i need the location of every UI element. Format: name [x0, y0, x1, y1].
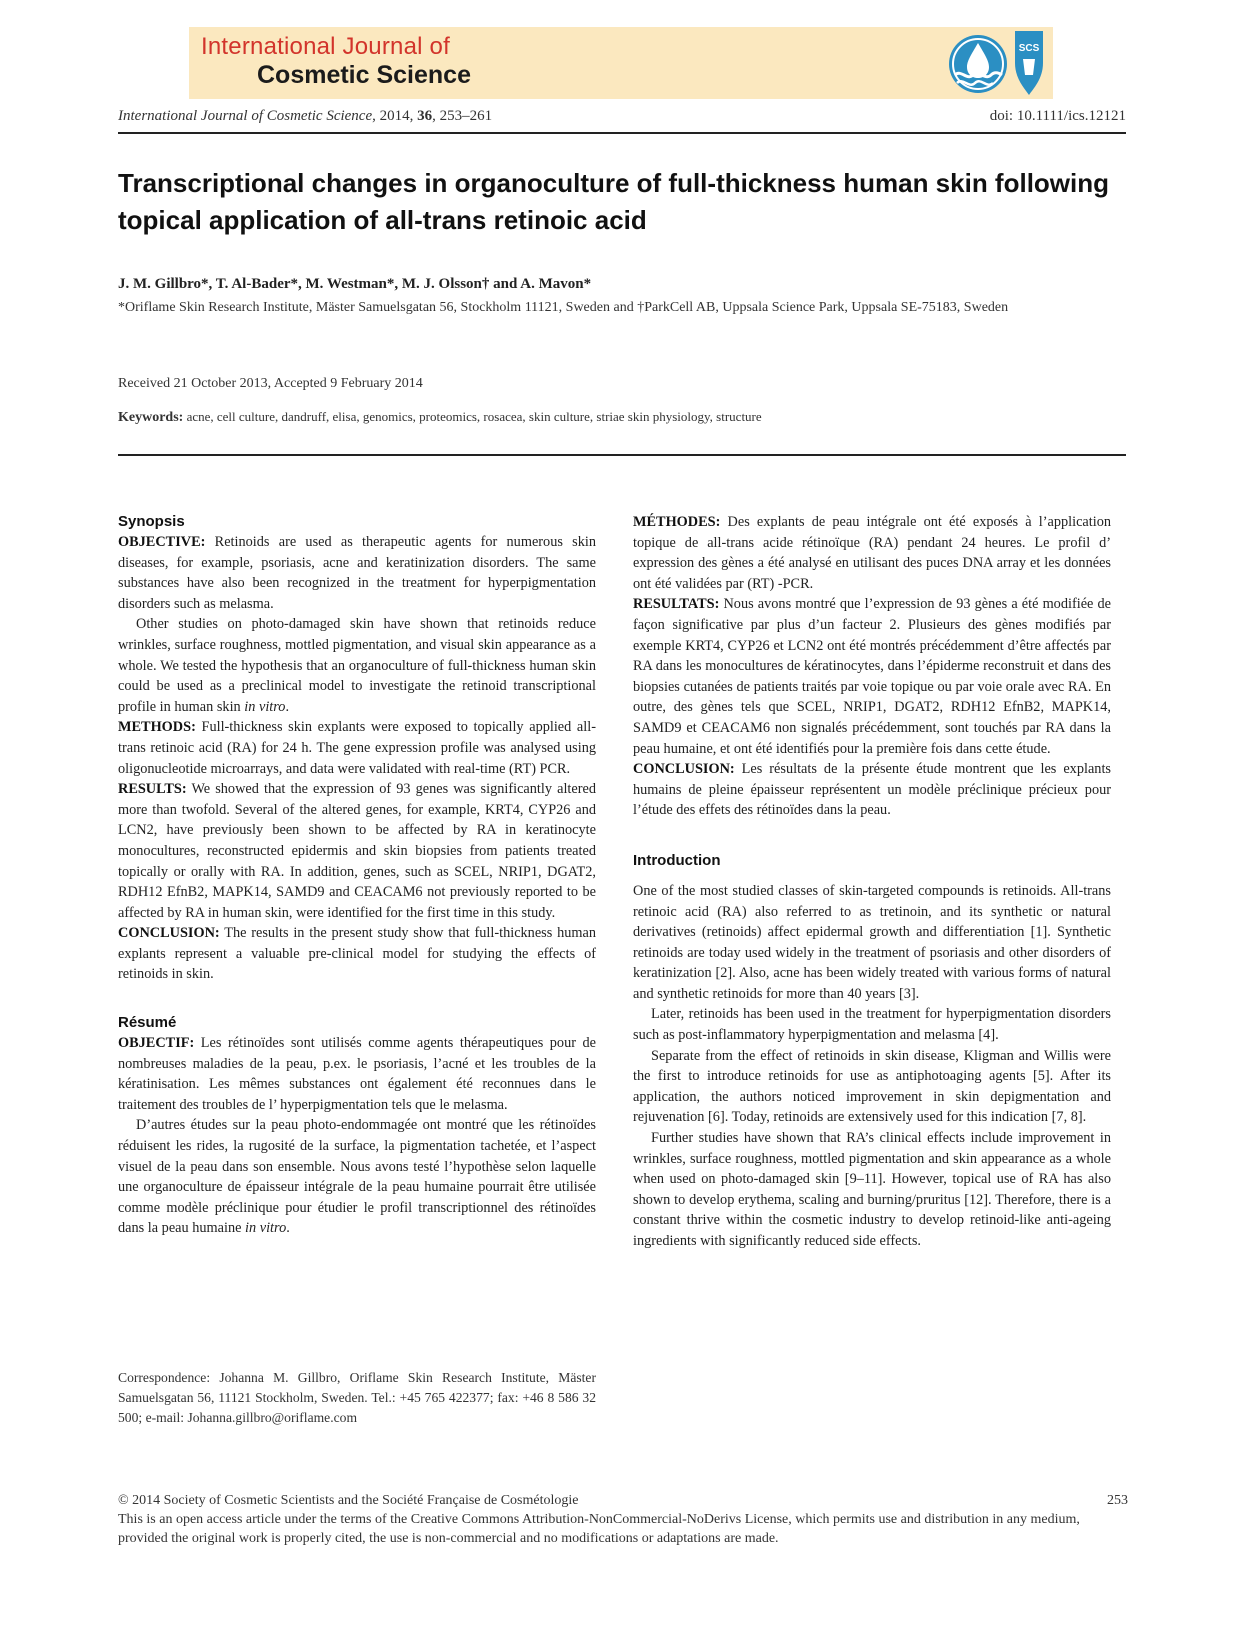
correspondence: Correspondence: Johanna M. Gillbro, Oriflame Skin Research Institute, Mäster Samuelsgatan 56, 11121 Stockholm, Sweden. Tel.: +45 765 422377; fax: +46 8 586 32 500; e-mail: Johanna.gillbro@oriflame.com [118, 1370, 596, 1425]
license-text[interactable]: This is an open access article under the terms of the Creative Commons Attribution-NonCommercial-NoDerivs License, which permits use and distribution in any medium, provided the original work is properly cited, the use is non-commercial and no modifications or adaptations are made. [118, 1512, 1080, 1546]
intro-paragraph-1: One of the most studied classes of skin-targeted compounds is retinoids. All-trans retinoic acid (RA) also referred to as tretinoin, and its synthetic or natural derivatives (retinoids) affect epidermal growth and differentiation [1]. Synthetic retinoids are today used widely in the treatment of psoriasis and other disorders of keratinization [2]. Also, acne has been widely treated with various forms of natural and synthetic retinoids for more than 40 years [3]. [633, 882, 1111, 1002]
resume-resultats: RESULTATS: Nous avons montré que l’expression de 93 gènes a été modifiée de façon significative par plus d’un facteur 2. Plusieurs des gènes modifiés par exemple KRT4, CYP26 et LCN2 ont été montrés précédemment d’être affectés par RA dans les monocultures de kératinocytes, dans l’épiderme reconstruit et dans des biopsies cutanées de patients traités par voie topique ou par voie orale avec RA. En outre, des gènes tels que SCEL, NRIP1, DGAT2, RDH12 EfnB2, MAPK14, SAMD9 et CEACAM6 non signalés précédemment, sont touchés par RA dans la peau humaine, et ont été identifiés pour la première fois dans cette étude. [633, 596, 1111, 757]
introduction-heading: Introduction [633, 851, 721, 869]
resume-heading: Résumé [118, 1014, 177, 1032]
authors: J. M. Gillbro*, T. Al-Bader*, M. Westman*, M. J. Olsson† and A. Mavon* [118, 276, 592, 292]
intro-paragraph-2: Later, retinoids has been used in the treatment for hyperpigmentation disorders such as post-inflammatory hyperpigmentation and melasma [4]. [633, 1006, 1111, 1044]
synopsis-conclusion: CONCLUSION: The results in the present study show that full-thickness human explants represent a valuable pre-clinical model for studying the effects of retinoids in skin. [118, 925, 596, 983]
citation-pages: , 253–261 [432, 108, 493, 124]
intro-paragraph-3: Separate from the effect of retinoids in skin disease, Kligman and Willis were the first to introduce retinoids for use as antiphotoaging agents [5]. After its application, the authors noticed improvement in skin depigmentation and rejuvenation [6]. Today, retinoids are extensively used for this indication [7, 8]. [633, 1047, 1111, 1126]
title-rule [118, 454, 1126, 456]
citation-volume: 36 [417, 108, 433, 124]
citation-journal: International Journal of Cosmetic Science [118, 108, 373, 124]
copyright: © 2014 Society of Cosmetic Scientists and the Société Française de Cosmétologie [118, 1493, 579, 1508]
keywords-list: acne, cell culture, dandruff, elisa, genomics, proteomics, rosacea, skin culture, striae skin physiology, structure [186, 409, 762, 424]
synopsis-results: RESULTS: We showed that the expression of 93 genes was significantly altered more than twofold. Several of the altered genes, for example, KRT4, CYP26 and LCN2, have previously been shown to be affected by RA in keratinocyte monocultures, reconstructed epidermis and skin biopsies from patients treated topically or orally with RA. In addition, genes, such as SCEL, NRIP1, DGAT2, RDH12 EfnB2, MAPK14, SAMD9 and CEACAM6 not previously reported to be affected by RA in human skin, were identified for the first time in this study. [118, 781, 596, 921]
header-rule [118, 132, 1126, 134]
resume-objectif: OBJECTIF: Les rétinoïdes sont utilisés comme agents thérapeutiques pour de nombreuses maladies de la peau, p.ex. le psoriasis, l’acné et les troubles de la kératinisation. Les mêmes substances ont également été reconnues dans le traitement des troubles de l’ hyperpigmentation tels que le melasma. [118, 1035, 596, 1113]
received-dates: Received 21 October 2013, Accepted 9 February 2014 [118, 376, 423, 391]
synopsis-heading: Synopsis [118, 513, 185, 530]
journal-name-line1: International Journal of [201, 33, 450, 60]
citation-line [118, 108, 1126, 125]
footer [118, 1491, 1128, 1548]
citation-year: , 2014, [372, 108, 418, 124]
synopsis-paragraph: Other studies on photo-damaged skin have shown that retinoids reduce wrinkles, surface roughness, mottled pigmentation, and visual skin appearance as a whole. We tested the hypothesis that an organoculture of full-thickness human skin could be used as a preclinical model to investigate the retinoid transcriptional profile in human skin in vitro. [118, 616, 596, 715]
journal-banner [189, 27, 1053, 99]
article-title: Transcriptional changes in organoculture of full-thickness human skin following topical application of all-trans retinoic acid [118, 168, 1110, 235]
logo-text: SCS [1018, 43, 1040, 54]
synopsis-objective: OBJECTIVE: Retinoids are used as therapeutic agents for numerous skin diseases, for example, psoriasis, acne and keratinization disorders. The same substances have also been recognized in the treatment for hyperpigmentation disorders such as melasma. [118, 534, 597, 612]
scs-shield-logo [1011, 29, 1047, 97]
droplet-wave-icon [947, 33, 1009, 95]
keywords [118, 409, 762, 426]
page-number: 253 [1107, 1493, 1128, 1508]
intro-paragraph-4: Further studies have shown that RA’s clinical effects include improvement in wrinkles, surface roughness, mottled pigmentation and skin appearance as a whole when used on photo-damaged skin [9–11]. However, topical use of RA has also shown to develop erythema, scaling and burning/pruritus [12]. Therefore, there is a constant thrive within the cosmetic industry to develop retinoid-like anti-ageing ingredients with significantly reduced side effects. [633, 1130, 1111, 1249]
doi[interactable]: doi: 10.1111/ics.12121 [989, 108, 1126, 124]
resume-paragraph: D’autres études sur la peau photo-endommagée ont montré que les rétinoïdes réduisent les rides, la rugosité de la surface, la pigmentation tachetée, et l’aspect visuel de la peau dans son ensemble. Nous avons testé l’hypothèse selon laquelle une organoculture de épaisseur intégrale de la peau humaine pourrait être utilisée comme modèle préclinique pour étudier le profil transcriptionnel des rétinoïdes dans la peau humaine in vitro. [118, 1117, 596, 1237]
resume-methodes: MÉTHODES: Des explants de peau intégrale ont été exposés à l’application topique de all-trans acide rétinoïque (RA) pendant 24 heures. Le profil d’ expression des gènes a été analysé en utilisant des puces DNA array et les données ont été validées par (RT) -PCR. [633, 514, 1112, 592]
left-column [118, 512, 596, 1239]
synopsis-methods: METHODS: Full-thickness skin explants were exposed to topically applied all-trans retinoic acid (RA) for 24 h. The gene expression profile was analysed using oligonucleotide microarrays, and data were validated with real-time (RT) PCR. [118, 719, 596, 777]
resume-conclusion: CONCLUSION: Les résultats de la présente étude montrent que les explants humains de pleine épaisseur représentent un modèle préclinique précieux pour l’étude des effets des rétinoïdes dans la peau. [633, 761, 1111, 819]
keywords-label: Keywords: [118, 410, 184, 425]
right-column [633, 512, 1111, 1252]
journal-name-line2: Cosmetic Science [257, 61, 471, 89]
affiliation: *Oriflame Skin Research Institute, Mäster Samuelsgatan 56, Stockholm 11121, Sweden and †ParkCell AB, Uppsala Science Park, Uppsala SE-75183, Sweden [118, 300, 1009, 315]
